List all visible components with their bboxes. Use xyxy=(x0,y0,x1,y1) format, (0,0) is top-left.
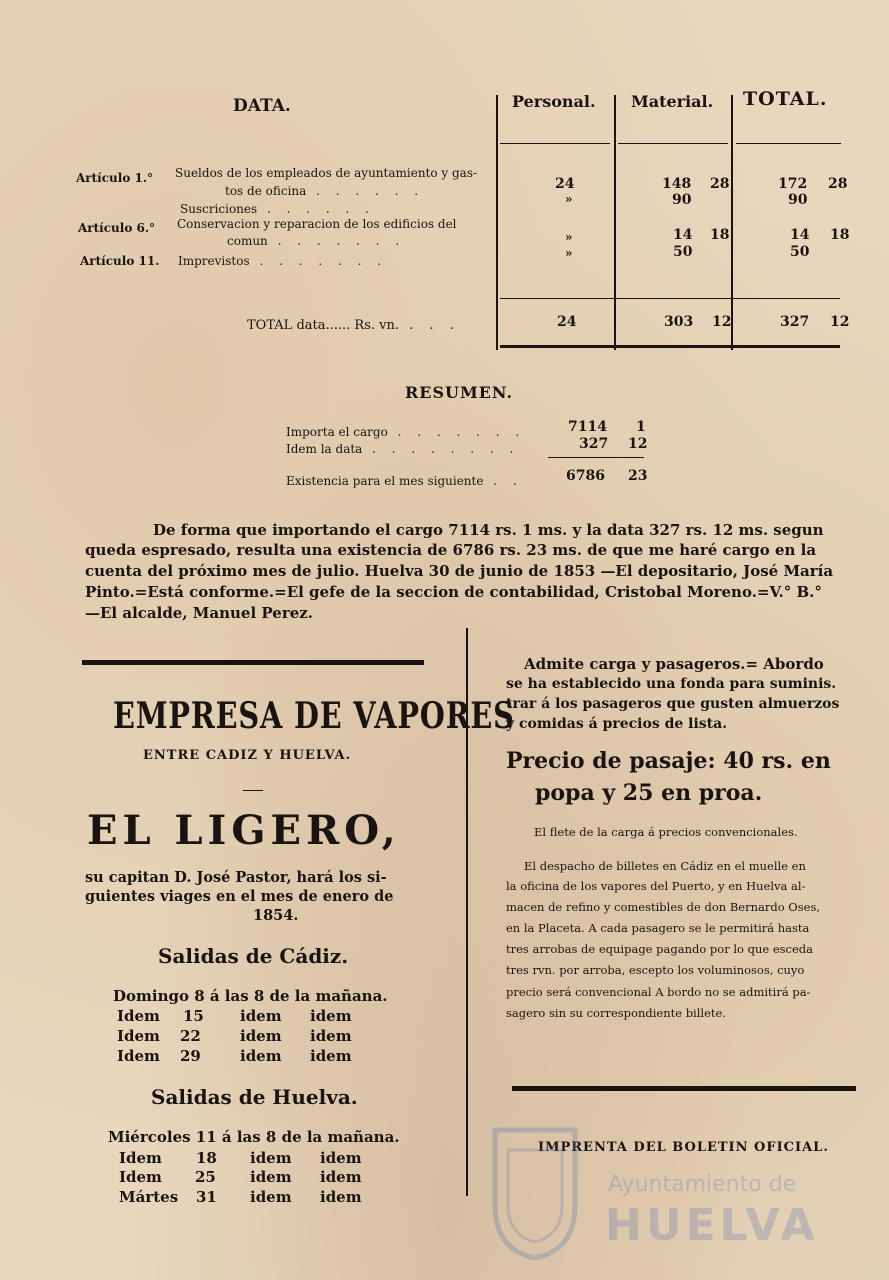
table-rule xyxy=(500,298,840,299)
resumen-line: Importa el cargo . . . . . . . xyxy=(286,425,526,439)
total-rs: 90 xyxy=(788,192,808,208)
resumen-line: Existencia para el mes siguiente . . xyxy=(286,474,523,488)
total-material-ms: 12 xyxy=(712,314,732,330)
resumen-value: 23 xyxy=(628,468,648,484)
schedule-row: Idem xyxy=(119,1168,162,1186)
price-line: popa y 25 en proa. xyxy=(535,780,763,806)
schedule-row: idem xyxy=(310,1007,352,1025)
schedule-row: Domingo 8 á las 8 de la mañana. xyxy=(113,987,388,1005)
row-label: Artículo 1.° xyxy=(76,171,154,185)
total-ms: 28 xyxy=(828,176,848,192)
data-title: DATA. xyxy=(233,96,291,116)
ad-rule xyxy=(82,660,424,665)
price-line: Precio de pasaje: 40 rs. en xyxy=(506,748,831,774)
schedule-row: 18 xyxy=(196,1149,217,1167)
ad-right-text: tres rvn. por arroba, escepto los voluminosos, cuyo xyxy=(506,963,805,977)
row-description: tos de oficina . . . . . . xyxy=(225,184,425,198)
schedule-row: Miércoles 11 á las 8 de la mañana. xyxy=(108,1128,400,1146)
table-rule xyxy=(500,345,840,348)
paragraph-line: Pinto.=Está conforme.=El gefe de la seccion de contabilidad, Cristobal Moreno.=V.° B.° xyxy=(85,583,822,601)
personal-value: 24 xyxy=(555,176,575,192)
total-ms: 18 xyxy=(830,227,850,243)
total-rs: 172 xyxy=(778,176,808,192)
ad-right-text: la oficina de los vapores del Puerto, y en Huelva al- xyxy=(506,879,806,893)
schedule-row: idem xyxy=(240,1027,282,1045)
ad-short-rule xyxy=(243,790,263,791)
ad-company-title: EMPRESA DE VAPORES xyxy=(113,695,515,737)
ad-right-text: y comidas á precios de lista. xyxy=(506,716,728,732)
material-rs: 50 xyxy=(673,244,693,260)
total-personal: 24 xyxy=(557,314,577,330)
row-label: Artículo 6.° xyxy=(78,221,156,235)
watermark-text: Ayuntamiento de xyxy=(608,1172,797,1197)
total-total-rs: 327 xyxy=(780,314,810,330)
schedule-row: idem xyxy=(320,1188,362,1206)
personal-value: » xyxy=(565,230,573,244)
ship-description: guientes viages en el mes de enero de xyxy=(85,888,394,905)
ship-description: su capitan D. José Pastor, hará los si- xyxy=(85,869,387,886)
ad-right-text: macen de refino y comestibles de don Bernardo Oses, xyxy=(506,900,820,914)
huelva-departures-title: Salidas de Huelva. xyxy=(151,1085,358,1109)
table-rule xyxy=(736,143,841,144)
table-divider xyxy=(496,95,498,350)
ship-name: EL LIGERO, xyxy=(87,807,401,854)
ad-right-text: precio será convencional A bordo no se admitirá pa- xyxy=(506,985,811,999)
col-total-header: TOTAL. xyxy=(743,88,828,110)
schedule-row: Idem xyxy=(117,1047,160,1065)
total-material-rs: 303 xyxy=(664,314,694,330)
ad-right-text: en la Placeta. A cada pasagero se le permitirá hasta xyxy=(506,921,810,935)
total-rs: 50 xyxy=(790,244,810,260)
schedule-row: idem xyxy=(240,1047,282,1065)
ad-right-text: se ha establecido una fonda para suminis. xyxy=(506,676,837,692)
cadiz-departures-title: Salidas de Cádiz. xyxy=(158,944,349,968)
schedule-row: idem xyxy=(240,1007,282,1025)
ad-company-subtitle: ENTRE CADIZ Y HUELVA. xyxy=(143,748,352,763)
schedule-row: idem xyxy=(320,1149,362,1167)
schedule-row: idem xyxy=(320,1168,362,1186)
material-ms: 18 xyxy=(710,227,730,243)
col-personal-header: Personal. xyxy=(512,92,596,111)
ad-right-text: El despacho de billetes en Cádiz en el muelle en xyxy=(524,859,806,873)
total-data-label: TOTAL data...... Rs. vn. . . . xyxy=(247,318,460,333)
col-material-header: Material. xyxy=(631,92,714,111)
schedule-row: 22 xyxy=(180,1027,201,1045)
material-rs: 90 xyxy=(672,192,692,208)
paragraph-line: cuenta del próximo mes de julio. Huelva 30 de junio de 1853 —El depositario, José María xyxy=(85,562,834,580)
resumen-value: 327 xyxy=(579,436,609,452)
schedule-row: 31 xyxy=(196,1188,217,1206)
paragraph-line: queda espresado, resulta una existencia de 6786 rs. 23 ms. de que me haré cargo en la xyxy=(85,541,817,559)
row-description: Imprevistos . . . . . . . xyxy=(178,254,388,268)
resumen-line: Idem la data . . . . . . . . xyxy=(286,442,520,456)
material-rs: 148 xyxy=(662,176,692,192)
ad-right-text: sagero sin su correspondiente billete. xyxy=(506,1006,726,1020)
table-rule xyxy=(618,143,728,144)
material-rs: 14 xyxy=(673,227,693,243)
personal-value: » xyxy=(565,192,573,206)
city-seal-icon xyxy=(490,1110,580,1260)
schedule-row: 25 xyxy=(195,1168,216,1186)
schedule-row: idem xyxy=(250,1188,292,1206)
table-divider xyxy=(731,95,733,350)
schedule-row: Mártes xyxy=(119,1188,179,1206)
table-divider xyxy=(614,95,616,350)
total-total-ms: 12 xyxy=(830,314,850,330)
resumen-value: 12 xyxy=(628,436,648,452)
personal-value: » xyxy=(565,246,573,260)
material-ms: 28 xyxy=(710,176,730,192)
ad-right-text: tres arrobas de equipage pagando por lo que esceda xyxy=(506,942,814,956)
schedule-row: idem xyxy=(250,1149,292,1167)
freight-note: El flete de la carga á precios convencionales. xyxy=(534,825,798,839)
resumen-title: RESUMEN. xyxy=(405,383,514,402)
resumen-value: 1 xyxy=(636,419,646,435)
resumen-value: 7114 xyxy=(568,419,607,435)
ad-right-text: Admite carga y pasageros.= Abordo xyxy=(524,655,824,673)
schedule-row: 29 xyxy=(180,1047,201,1065)
schedule-row: Idem xyxy=(117,1007,160,1025)
row-label: Artículo 11. xyxy=(80,254,160,268)
total-rs: 14 xyxy=(790,227,810,243)
printer-credit: IMPRENTA DEL BOLETIN OFICIAL. xyxy=(538,1140,829,1155)
schedule-row: 15 xyxy=(183,1007,204,1025)
row-description: Suscriciones . . . . . . xyxy=(180,202,375,216)
paragraph-line: —El alcalde, Manuel Perez. xyxy=(85,604,314,622)
resumen-value: 6786 xyxy=(566,468,605,484)
ad-rule xyxy=(512,1086,856,1091)
paragraph-line: De forma que importando el cargo 7114 rs. 1 ms. y la data 327 rs. 12 ms. segun xyxy=(153,521,824,539)
row-description: comun . . . . . . . xyxy=(227,234,406,248)
watermark-text: HUELVA xyxy=(605,1200,819,1251)
row-description: Sueldos de los empleados de ayuntamiento y gas- xyxy=(175,166,478,180)
ad-right-text: trar á los pasageros que gusten almuerzos xyxy=(506,696,840,712)
ship-description: 1854. xyxy=(253,907,299,924)
schedule-row: idem xyxy=(310,1047,352,1065)
resumen-rule xyxy=(548,457,644,458)
row-description: Conservacion y reparacion de los edificios del xyxy=(177,217,457,231)
schedule-row: Idem xyxy=(119,1149,162,1167)
schedule-row: idem xyxy=(250,1168,292,1186)
table-rule xyxy=(500,143,610,144)
schedule-row: idem xyxy=(310,1027,352,1045)
schedule-row: Idem xyxy=(117,1027,160,1045)
